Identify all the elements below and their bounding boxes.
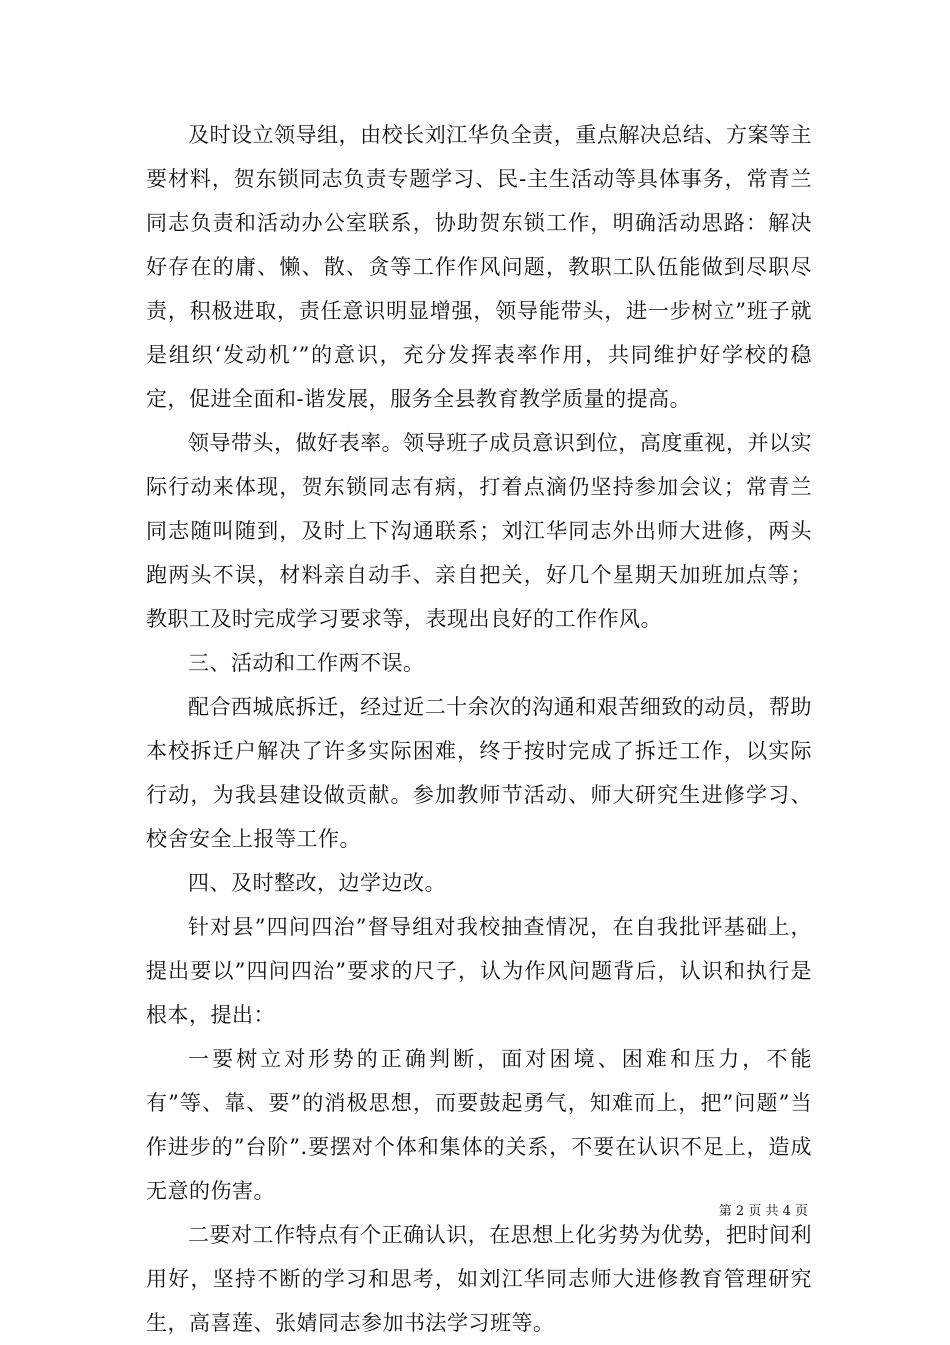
paragraph-demolition-work: 配合西城底拆迁，经过近二十余次的沟通和艰苦细致的动员，帮助本校拆迁户解决了许多实际困难，终于按时完成了拆迁工作，以实际行动，为我县建设做贡献。参加教师节活动、师大研究生进修学习、校舍安全上报等工作。: [146, 695, 812, 851]
paragraph-leadership-group: 及时设立领导组，由校长刘江华负全责，重点解决总结、方案等主要材料，贺东锁同志负责专题学习、民-主生活动等具体事务，常青兰同志负责和活动办公室联系，协助贺东锁工作，明确活动思路：解决好存在的庸、懒、散、贪等工作作风问题，教职工队伍能做到尽职尽责，积极进取，责任意识明显增强，领导能带头，进一步树立”班子就是组织‘发动机’”的意识，充分发挥表率作用，共同维护好学校的稳定，促进全面和-谐发展，服务全县教育教学质量的提高。: [146, 123, 812, 411]
paragraph-point-one: 一要树立对形势的正确判断，面对困境、困难和压力，不能有”等、靠、要”的消极思想，而要鼓起勇气，知难而上，把”问题”当作进步的”台阶”.要摆对个体和集体的关系，不要在认识不足上，造成无意的伤害。: [146, 1047, 812, 1203]
page-number-footer: 第 2 页 共 4 页: [718, 1204, 808, 1219]
paragraph-inspection-response: 针对县”四问四治”督导组对我校抽查情况，在自我批评基础上，提出要以”四问四治”要求的尺子，认为作风问题背后，认识和执行是根本，提出：: [146, 915, 812, 1027]
paragraph-leaders-example: 领导带头，做好表率。领导班子成员意识到位，高度重视，并以实际行动来体现，贺东锁同志有病，打着点滴仍坚持参加会议；常青兰同志随叫随到，及时上下沟通联系；刘江华同志外出师大进修，两头跑两头不误，材料亲自动手、亲自把关，好几个星期天加班加点等；教职工及时完成学习要求等，表现出良好的工作作风。: [146, 431, 812, 631]
section-heading-four: 四、及时整改，边学边改。: [188, 871, 446, 895]
section-heading-three: 三、活动和工作两不误。: [188, 651, 425, 675]
paragraph-point-two: 二要对工作特点有个正确认识，在思想上化劣势为优势，把时间利用好，坚持不断的学习和思考，如刘江华同志师大进修教育管理研究生，高喜莲、张婧同志参加书法学习班等。: [146, 1223, 812, 1335]
document-body: [146, 113, 812, 1345]
